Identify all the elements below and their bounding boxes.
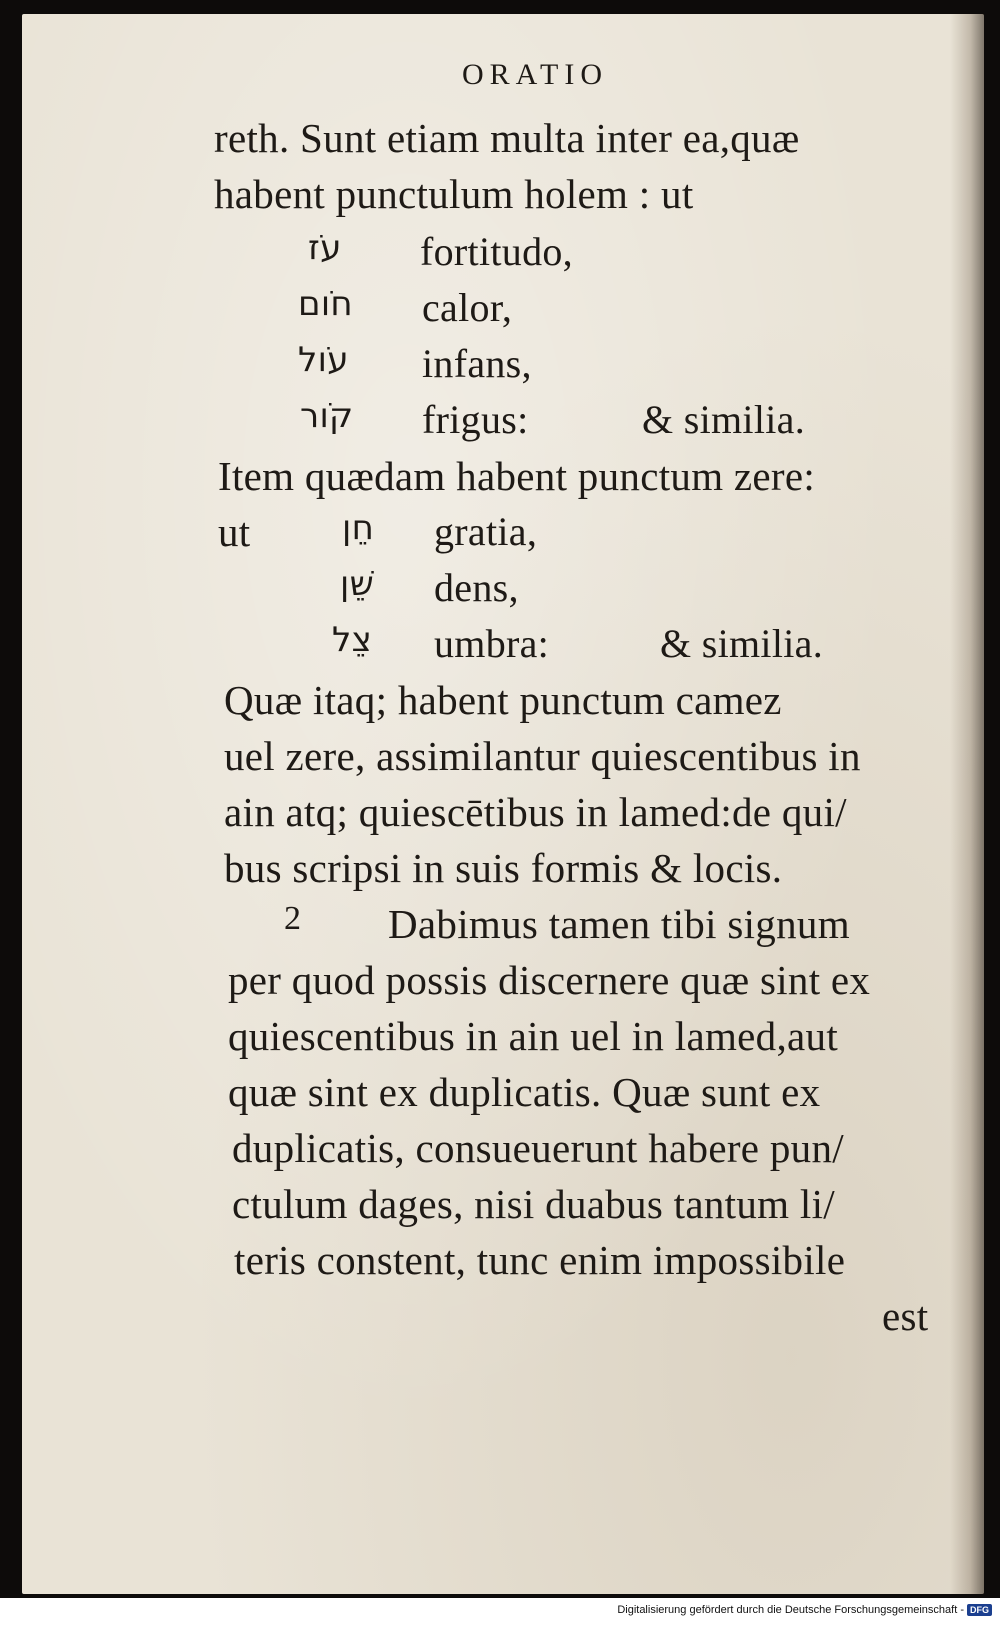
hebrew-word-oz: עֹז [308,228,342,268]
para3-line-6: ctulum dages, nisi duabus tantum li/ [232,1181,835,1227]
hebrew-word-shen: שֵׁן [340,564,374,604]
para3-line-3: quiescentibus in ain uel in lamed,aut [228,1013,839,1059]
page-gutter-shadow [950,14,984,1594]
dfg-logo: DFG [967,1604,992,1616]
book-page [22,14,984,1594]
hebrew-word-kor: קֹור [300,396,354,436]
latin-gloss-calor: calor, [422,285,513,330]
zere-ut: ut [218,509,251,555]
running-title: ORATIO [462,58,608,91]
latin-gloss-umbra: umbra: [434,621,550,666]
latin-gloss-fortitudo: fortitudo, [420,229,573,274]
text-line-1: reth. Sunt etiam multa inter ea,quæ [214,115,800,161]
para3-line-2: per quod possis discernere quæ sint ex [228,957,871,1003]
text-line-2: habent punctulum holem : ut [214,171,694,217]
catchword: est [882,1293,929,1339]
credit-text: Digitalisierung gefördert durch die Deutsche Forschungsgemeinschaft - [617,1604,964,1616]
text-line-7: Item quædam habent punctum zere: [218,453,816,499]
para2-line-1: Quæ itaq; habent punctum camez [224,677,782,723]
section-number: 2 [284,900,302,937]
latin-gloss-infans: infans, [422,341,532,386]
latin-gloss-gratia: gratia, [434,509,538,554]
hebrew-word-chom: חֹום [298,284,353,324]
para3-line-5: duplicatis, consueuerunt habere pun/ [232,1125,844,1171]
para3-line-7: teris constent, tunc enim impossibile [234,1237,846,1283]
similia-tail-1: & similia. [642,397,805,442]
para2-line-4: bus scripsi in suis formis & locis. [224,845,783,891]
para3-line-1: Dabimus tamen tibi signum [388,901,850,947]
hebrew-word-ol: עֹול [298,340,349,380]
latin-gloss-frigus: frigus: [422,397,529,442]
hebrew-word-chen: חֵן [342,508,375,548]
para3-line-4: quæ sint ex duplicatis. Quæ sunt ex [228,1069,821,1115]
hebrew-word-tsel: צֵל [332,620,373,660]
para2-line-2: uel zere, assimilantur quiescentibus in [224,733,861,779]
latin-gloss-dens: dens, [434,565,519,610]
para2-line-3: ain atq; quiescētibus in lamed:de qui/ [224,789,847,835]
digitization-credit [617,1604,992,1616]
similia-tail-2: & similia. [660,621,823,666]
